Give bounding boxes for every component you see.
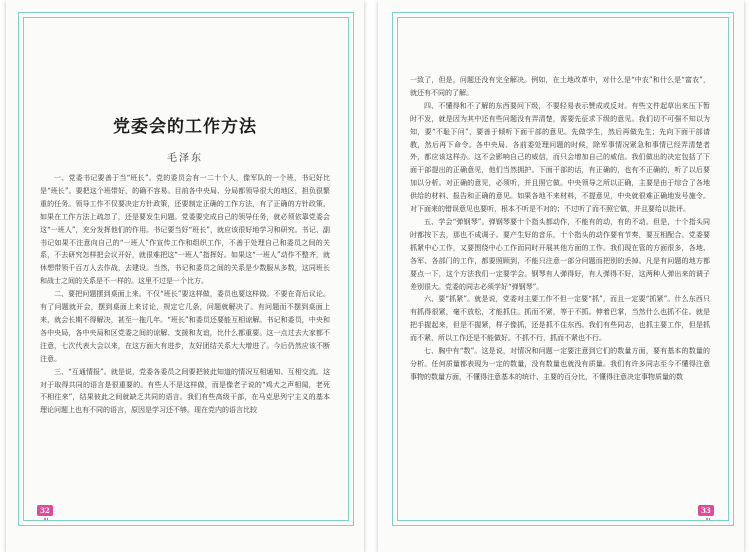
left-page [6, 0, 364, 552]
page-number-dots [706, 518, 710, 520]
right-page [378, 0, 744, 552]
paragraph: 一、党委书记要善于当“班长”。党的委员会有一二十个人，像军队的一个班，书记好比是“班长”。要把这个班带好，的确不容易。目前各中央局、分局都领导很大的地区，担负很繁重的任务。领导工作不仅要决定方针政策，还要制定正确的工作方法，有了正确的方针政策，如果在工作方法上疏忽了，还是要发生问题。党委要完成自己的领导任务，就必须依靠党委会这“一班人”，充分发挥他们的作用。书记要当好“班长”，就应该很好地学习和研究。书记、副书记如果不注意向自己的“一班人”作宣传工作和组织工作，不善于处理自己和委员之间的关系，不去研究怎样把会议开好，就很难把这“一班人”指挥好。如果这“一班人”动作不整齐，就休想带领千百万人去作战，去建设。当然，书记和委员之间的关系是少数服从多数，这同班长和战士之间的关系是不一样的。这里不过是一个比方。 [40, 174, 330, 286]
paragraph-continued: 一致了，但是，问题还没有完全解决。例如，在土地改革中，对什么是“中农”和什么是“富农”，就还有不同的了解。 [410, 76, 710, 97]
page-number: 33 [698, 505, 714, 516]
paragraph: 六、要“抓紧”。就是说，党委对主要工作不但一定要“抓”，而且一定要“抓紧”。什么东西只有抓得很紧，毫不放松，才能抓住。抓而不紧，等于不抓。伸着巴掌，当然什么也抓不住。就是把手握起来，但是不握紧，样子像抓，还是抓不住东西。我们有些同志，也抓主要工作，但是抓而不紧，所以工作还是不能做好。不抓不行，抓而不紧也不行。 [410, 295, 710, 343]
page-number: 32 [37, 505, 53, 516]
paragraph: 二、要把问题摆到桌面上来。不仅“班长”要这样做，委员也要这样做。不要在背后议论。有了问题就开会，摆到桌面上来讨论，规定它几条，问题就解决了。有问题而不摆到桌面上来，就会长期不得解决，甚至一拖几年。“班长”和委员还要能互相谅解。书记和委员，中央和各中央局，各中央局和区党委之间的谅解、支援和友谊，比什么都重要。这一点过去大家都不注意，七次代表大会以来，在这方面大有进步，友好团结关系大大增进了。今后仍然应该不断注意。 [40, 290, 330, 363]
article-title: 党委会的工作方法 [113, 117, 257, 137]
paragraph: 四、不懂得和不了解的东西要问下级，不要轻易表示赞成或反对。有些文件起草出来压下暂时不发，就是因为其中还有些问题没有弄清楚，需要先征求下级的意见。我们切不可强不知以为知，要“不耻下问”，要善于倾听下面干部的意见。先做学生，然后再做先生；先向下面干部请教，然后再下命令。各中央局、各前委处理问题的时候，除军事情况紧急和事情已经弄清楚者外，都应该这样办。这不会影响自己的威信，而只会增加自己的威信。我们做出的决定包括了下面干部提出的正确意见，他们当然拥护。下面干部的话，有正确的，也有不正确的，听了以后要加以分析。对正确的意见，必须听，并且照它做。中央领导之所以正确，主要是由于综合了各地供给的材料、报告和正确的意见。如果各地不来材料，不提意见，中央就很难正确地发号施令。对下面来的错误意见也要听，根本不听是不对的；不过听了而不照它做，并且要给以批评。 [410, 101, 710, 214]
paragraph: 五、学会“弹钢琴”。弹钢琴要十个指头都动作，不能有的动，有的不动。但是，十个指头同时都按下去，那也不成调子。要产生好的音乐，十个指头的动作要有节奏，要互相配合。党委要抓紧中心工作，又要围绕中心工作而同时开展其他方面的工作。我们现在管的方面很多，各地、各军、各部门的工作，都要照顾到，不能只注意一部分问题而把别的丢掉。凡是有问题的地方都要点一下，这个方法我们一定要学会。钢琴有人弹得好，有人弹得不好，这两种人弹出来的调子差别很大。党委的同志必须学好“弹钢琴”。 [410, 217, 710, 291]
paragraph: 七、胸中有“数”。这是说，对情况和问题一定要注意到它们的数量方面，要有基本的数量的分析。任何质量都表现为一定的数量，没有数量也就没有质量。我们有许多同志至今不懂得注意事物的数量方面，不懂得注意基本的统计、主要的百分比，不懂得注意决定事物质量的数 [410, 347, 710, 381]
page-number-dots [44, 518, 48, 520]
right-page-body [410, 74, 710, 384]
left-page-body [40, 172, 330, 417]
paragraph: 三、“互通情报”。就是说，党委各委员之间要把彼此知道的情况互相通知、互相交流。这对于取得共同的语言是很重要的。有些人不是这样做，而是像老子说的“鸡犬之声相闻，老死不相往来”，结果彼此之间就缺乏共同的语言。我们有些高级干部，在马克思列宁主义的基本理论问题上也有不同的语言，原因是学习还不够。现在党内的语言比较 [40, 367, 330, 415]
article-author: 毛泽东 [167, 153, 203, 164]
